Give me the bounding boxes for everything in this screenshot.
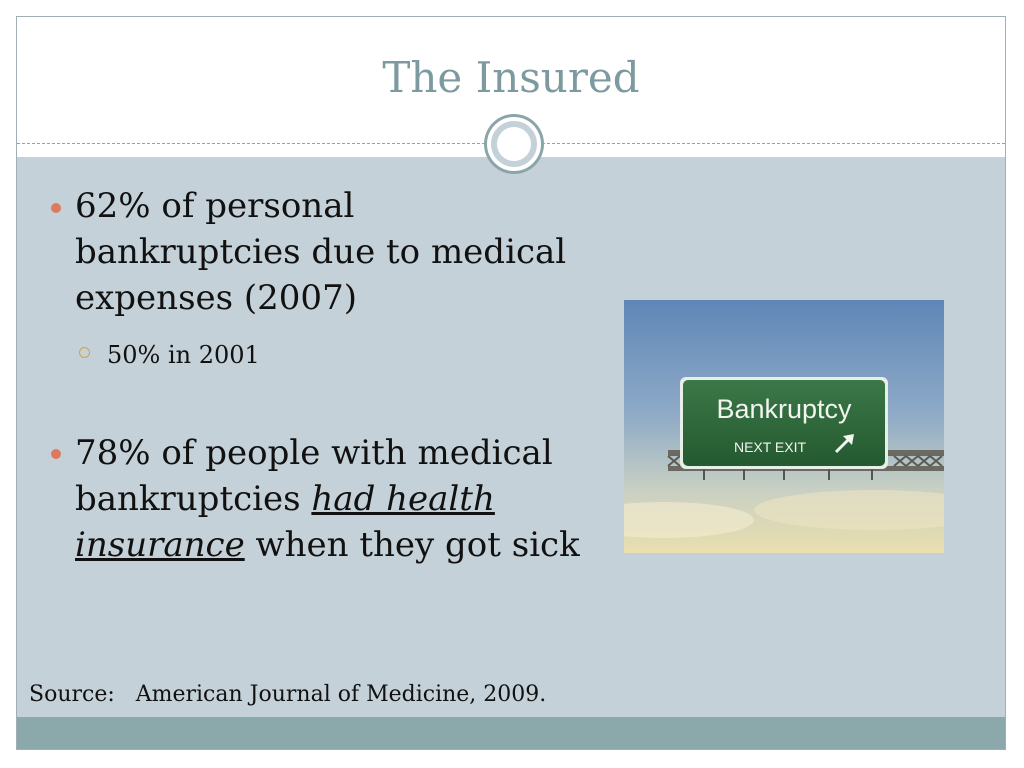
circle-inner — [497, 127, 531, 161]
bullet-2-text-after: when they got sick — [244, 525, 580, 565]
source-citation: Source: American Journal of Medicine, 2009. — [29, 682, 547, 707]
sign-subtext: NEXT EXIT — [733, 439, 807, 455]
bullet-dot-2 — [51, 449, 61, 459]
slide-title: The Insured — [382, 53, 640, 102]
sub-bullet-circle — [79, 347, 90, 358]
divider-circle-icon — [487, 117, 541, 171]
bullet-dot-1 — [51, 203, 61, 213]
bullet-2-emphasis: had health insurance — [75, 479, 495, 565]
bankruptcy-sign-image — [624, 300, 944, 553]
bullet-2-text-before: 78% of people with medical bankruptcies — [75, 433, 553, 519]
bullet-2-text — [75, 430, 595, 568]
footer-band — [17, 717, 1005, 750]
bullet-1-text: 62% of personal bankruptcies due to medical expenses (2007) — [75, 186, 567, 318]
bankruptcy-sign-photo — [624, 300, 944, 553]
sub-bullet-text: 50% in 2001 — [107, 341, 260, 369]
slide — [16, 16, 1006, 750]
sign-text: Bankruptcy — [716, 394, 852, 424]
